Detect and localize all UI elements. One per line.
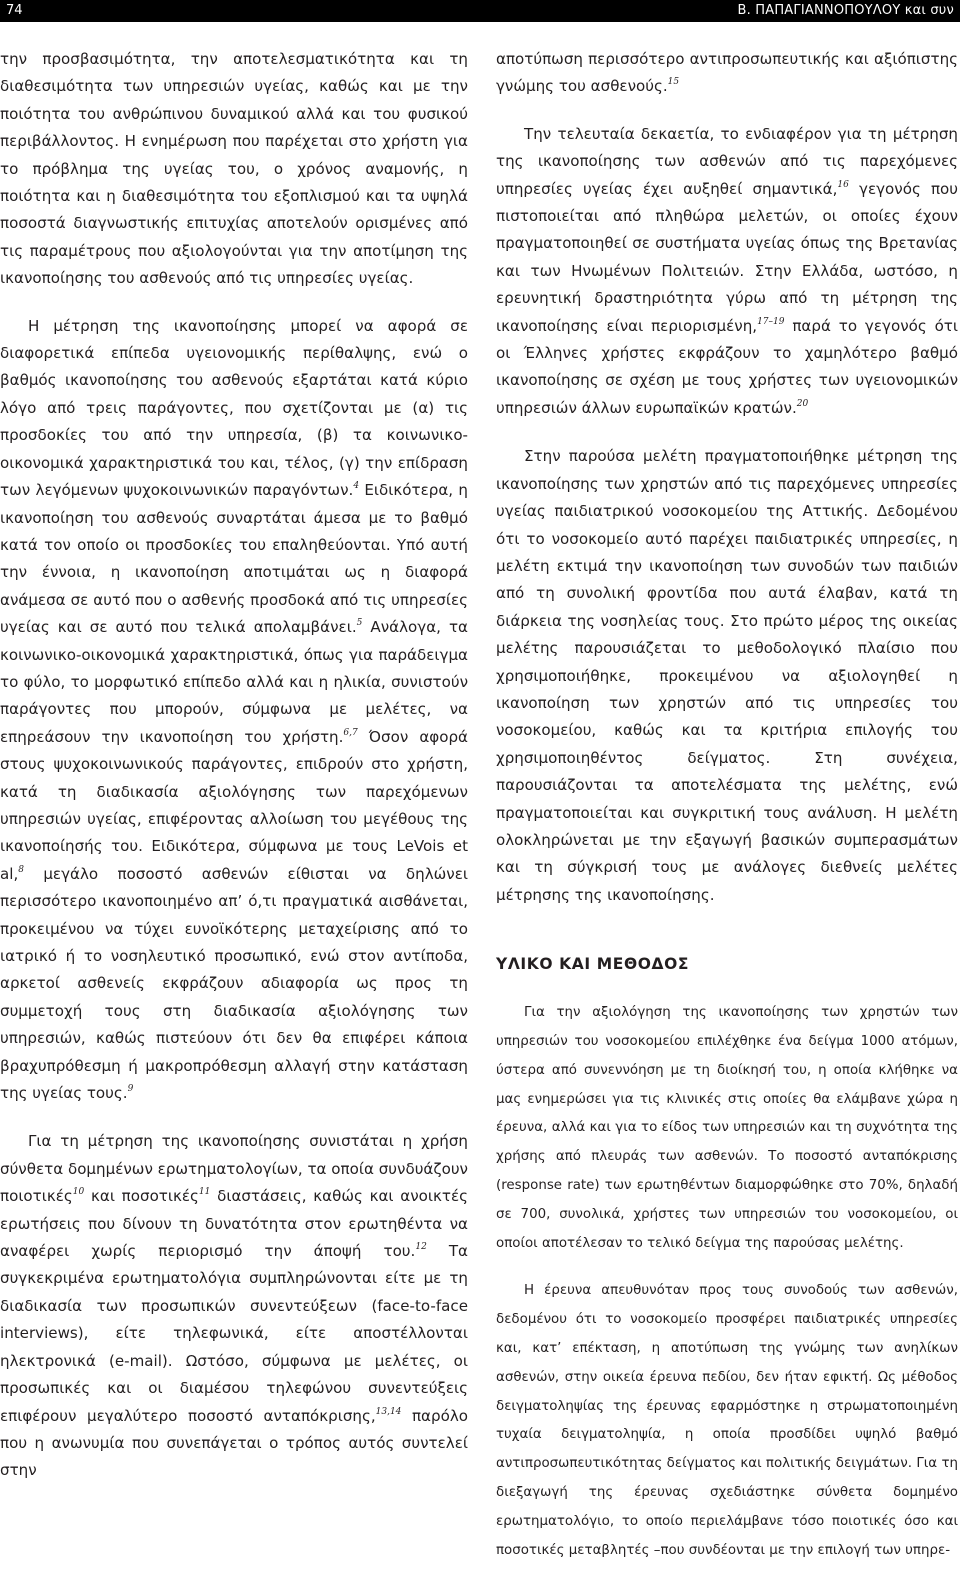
paragraph: Στην παρούσα μελέτη πραγματοποιήθηκε μέτρηση της ικανοποίησης των χρηστών από τις παρεχόμενες υπηρεσίες υγείας παιδιατρικού νοσοκομείου της Αττικής. Δεδομένου ότι το νοσοκομείο αυτό παρέχει παιδιατρικές υπηρεσίες, η μελέτη εκτιμά την ικανοποίηση των συνοδών των παιδιών από τη συνολική φροντίδα που αυτά έλαβαν, κατά τη διάρκεια της νοσηλείας τους. Στο πρώτο μέρος της οικείας μελέτης παρουσιάζεται το μεθοδολογικό πλαίσιο που χρησιμοποιήθηκε, προκειμένου να αξιολογηθεί η ικανοποίηση των χρηστών από τις υπηρεσίες του νοσοκομείου, καθώς και τα κριτήρια επιλογής του χρησιμοποιηθέντος δείγματος. Στη συνέχεια, παρουσιάζονται τα αποτελέσματα της μελέτης, ενώ πραγματοποιείται και συγκριτική τους ανάλυση. Η μελέτη ολοκληρώνεται με την εξαγωγή βασικών συμπερασμάτων και τη σύγκρισή τους με ανάλογες διεθνείς μελέτες μέτρησης της ικανοποίησης. [496,447,958,904]
paragraph: Για τη μέτρηση της ικανοποίησης συνιστάται η χρήση σύνθετα δομημένων ερωτηματολογίων, τα οποία συνδυάζουν ποιοτικές$^{10}$ και ποσοτικές$^{11}$ διαστάσεις, καθώς και ανοικτές ερωτήσεις που δίνουν τη δυνατότητα στον ερωτηθέντα να αναφέρει χωρίς περιορισμό την άποψή του.$^{12}$ Τα συγκεκριμένα ερωτηματολόγια συμπληρώνονται είτε με τη διαδικασία των προσωπικών συνεντεύξεων (face-to-face interviews), είτε τηλεφωνικά, είτε αποστέλλονται ηλεκτρονικά (e-mail). Ωστόσο, σύμφωνα με μελέτες, οι προσωπικές και οι διαμέσου τηλεφώνου συνεντεύξεις επιφέρουν μεγαλύτερο ποσοστό ανταπόκρισης,$^{13,14}$ παρόλο που η ανωνυμία που συνεπάγεται ο τρόπος αυτός συντελεί στην [0,1132,469,1480]
paragraph: αποτύπωση περισσότερο αντιπροσωπευτικής και αξιόπιστης γνώμης του ασθενούς.$^{15}$ [496,50,958,96]
citation-superscript: 4 [353,481,360,492]
citation-superscript: 9 [127,1084,134,1095]
citation-superscript: 15 [667,77,680,88]
paragraph: Για την αξιολόγηση της ικανοποίησης των χρηστών των υπηρεσιών του νοσοκομείου επιλέχθηκε ένα δείγμα 1000 ατόμων, ύστερα από συνεννόηση με τη διοίκησή του, η οποία κλήθηκε να μας ενημερώσει για τις κλινικές στις οποίες θα ελάμβανε χώρα η έρευνα, αλλά και για το είδος των υπηρεσιών και τη συχνότητα της χρήσης από πλευράς των ασθενών. Το ποσοστό ανταπόκρισης (response rate) των ερωτηθέντων διαμορφώθηκε στο 70%, δηλαδή σε 700, συνολικά, χρήστες των υπηρεσιών του νοσοκομείου, οι οποίοι αποτέλεσαν το τελικό δείγμα της παρούσας μελέτης. [496,1005,958,1251]
running-header [0,0,960,22]
section-heading: ΥΛΙΚΟ ΚΑΙ ΜΕΘΟΔΟΣ [496,955,690,974]
running-head-authors: Β. ΠΑΠΑΓΙΑΝΝΟΠΟΥΛΟΥ και συν [737,3,954,18]
citation-superscript: 17–19 [757,316,785,327]
right-column [496,46,958,1584]
citation-superscript: 11 [198,1187,211,1198]
left-column [0,46,468,1506]
paragraph: Η μέτρηση της ικανοποίησης μπορεί να αφορά σε διαφορετικά επίπεδα υγειονομικής περίθαλψης, ενώ ο βαθμός ικανοποίησης του ασθενούς εξαρτάται κατά κύριο λόγο από τρεις παράγοντες, που σχετίζονται με (α) τις προσδοκίες του από την υπηρεσία, (β) τα κοινωνικο-οικονομικά χαρακτηριστικά του και, τέλος, (γ) την επίδραση των λεγόμενων ψυχοκοινωνικών παραγόντων.$^4$ Ειδικότερα, η ικανοποίηση του ασθενούς συναρτάται άμεσα με το βαθμό κατά τον οποίο οι προσδοκίες του επαληθεύονται. Υπό αυτή την έννοια, η ικανοποίηση αποτιμάται ως η διαφορά ανάμεσα σε αυτό που ο ασθενής προσδοκά από τις υπηρεσίες υγείας και σε αυτό που τελικά απολαμβάνει.$^5$ Ανάλογα, τα κοινωνικο-οικονομικά χαρακτηριστικά, όπως για παράδειγμα το φύλο, το μορφωτικό επίπεδο αλλά και η ηλικία, συνιστούν παράγοντες που μπορούν, σύμφωνα με μελέτες, να επηρεάσουν την ικανοποίηση του χρήστη.$^{6,7}$ Όσον αφορά στους ψυχοκοινωνικούς παράγοντες, επιδρούν στο χρήστη, κατά τη διαδικασία αξιολόγησης των παρεχόμενων υπηρεσιών υγείας, επιφέροντας αλλοίωση του μεγέθους της ικανοποίησής του. Ειδικότερα, σύμφωνα με τους LeVois et al,$^8$ μεγάλο ποσοστό ασθενών είθισται να δηλώνει περισσότερο ικανοποιημένο απ’ ό,τι πραγματικά αισθάνεται, προκειμένου να τύχει ευνοϊκότερης μεταχείρισης από το ιατρικό ή το νοσηλευτικό προσωπικό, ενώ στον αντίποδα, αρκετοί ασθενείς εκφράζουν αδιαφορία ως προς τη συμμετοχή τους στη διαδικασία αξιολόγησης των υπηρεσιών, καθώς πιστεύουν ότι δεν θα επιφέρει κάποια βραχυπρόθεσμη ή μακροπρόθεσμη αλλαγή στην κατάσταση της υγείας τους.$^9$ [0,316,469,1103]
page-number: 74 [6,3,23,18]
citation-superscript: 10 [72,1187,85,1198]
citation-superscript: 5 [356,618,363,629]
paragraph: Την τελευταία δεκαετία, το ενδιαφέρον για τη μέτρηση της ικανοποίησης των ασθενών από τις παρεχόμενες υπηρεσίες υγείας έχει αυξηθεί σημαντικά,$^{16}$ γεγονός που πιστοποιείται από πληθώρα μελετών, οι οποίες έχουν πραγματοποιηθεί σε συστήματα υγείας όπως της Βρετανίας και των Ηνωμένων Πολιτειών. Στην Ελλάδα, ωστόσο, η ερευνητική δραστηριότητα γύρω από τη μέτρηση της ικανοποίησης είναι περιορισμένη,$^{17-19}$ παρά το γεγονός ότι οι Έλληνες χρήστες εκφράζουν το χαμηλότερο βαθμό ικανοποίησης σε σχέση με τους χρήστες των υγειονομικών υπηρεσιών άλλων ευρωπαϊκών κρατών.$^{20}$ [496,124,959,417]
citation-superscript: 13,14 [375,1406,402,1417]
citation-superscript: 20 [796,398,809,409]
citation-superscript: 8 [18,864,24,875]
paragraph: Η έρευνα απευθυνόταν προς τους συνοδούς των ασθενών, δεδομένου ότι το νοσοκομείο προσφέρει παιδιατρικές υπηρεσίες και, κατ’ επέκταση, η αποτύπωση της γνώμης των ανηλίκων ασθενών, στην οικεία έρευνα πεδίου, δεν ήταν εφικτή. Ως μέθοδος δειγματοληψίας της έρευνας εφαρμόστηκε η στρωματοποιημένη τυχαία δειγματοληψία, η οποία προσδίδει υψηλό βαθμό αντιπροσωπευτικότητας δείγματος και πολιτικής δειγμάτων. Για τη διεξαγωγή της έρευνας σχεδιάστηκε σύνθετα δομημένο ερωτηματολόγιο, το οποίο περιελάμβανε τόσο ποιοτικές όσο και ποσοτικές μεταβλητές –που συνδέονται με την επιλογή των υπηρε- [496,1283,958,1558]
citation-superscript: 12 [415,1242,427,1253]
citation-superscript: 16 [837,179,849,190]
citation-superscript: 6,7 [343,727,358,738]
paragraph: την προσβασιμότητα, την αποτελεσματικότητα και τη διαθεσιμότητα των υπηρεσιών υγείας, καθώς και με την ποιότητα του ανθρώπινου δυναμικού αλλά και του φυσικού περιβάλλοντος. Η ενημέρωση που παρέχεται στο χρήστη για το πρόβλημα της υγείας του, ο χρόνος αναμονής, η ποιότητα και η διαθεσιμότητα του εξοπλισμού και τα υψηλά ποσοστά διαγνωστικής επιτυχίας αποτελούν ορισμένες από τις παραμέτρους που αξιολογούνται για την αποτίμηση της ικανοποίησης του ασθενούς από τις υπηρεσίες υγείας. [0,50,468,288]
